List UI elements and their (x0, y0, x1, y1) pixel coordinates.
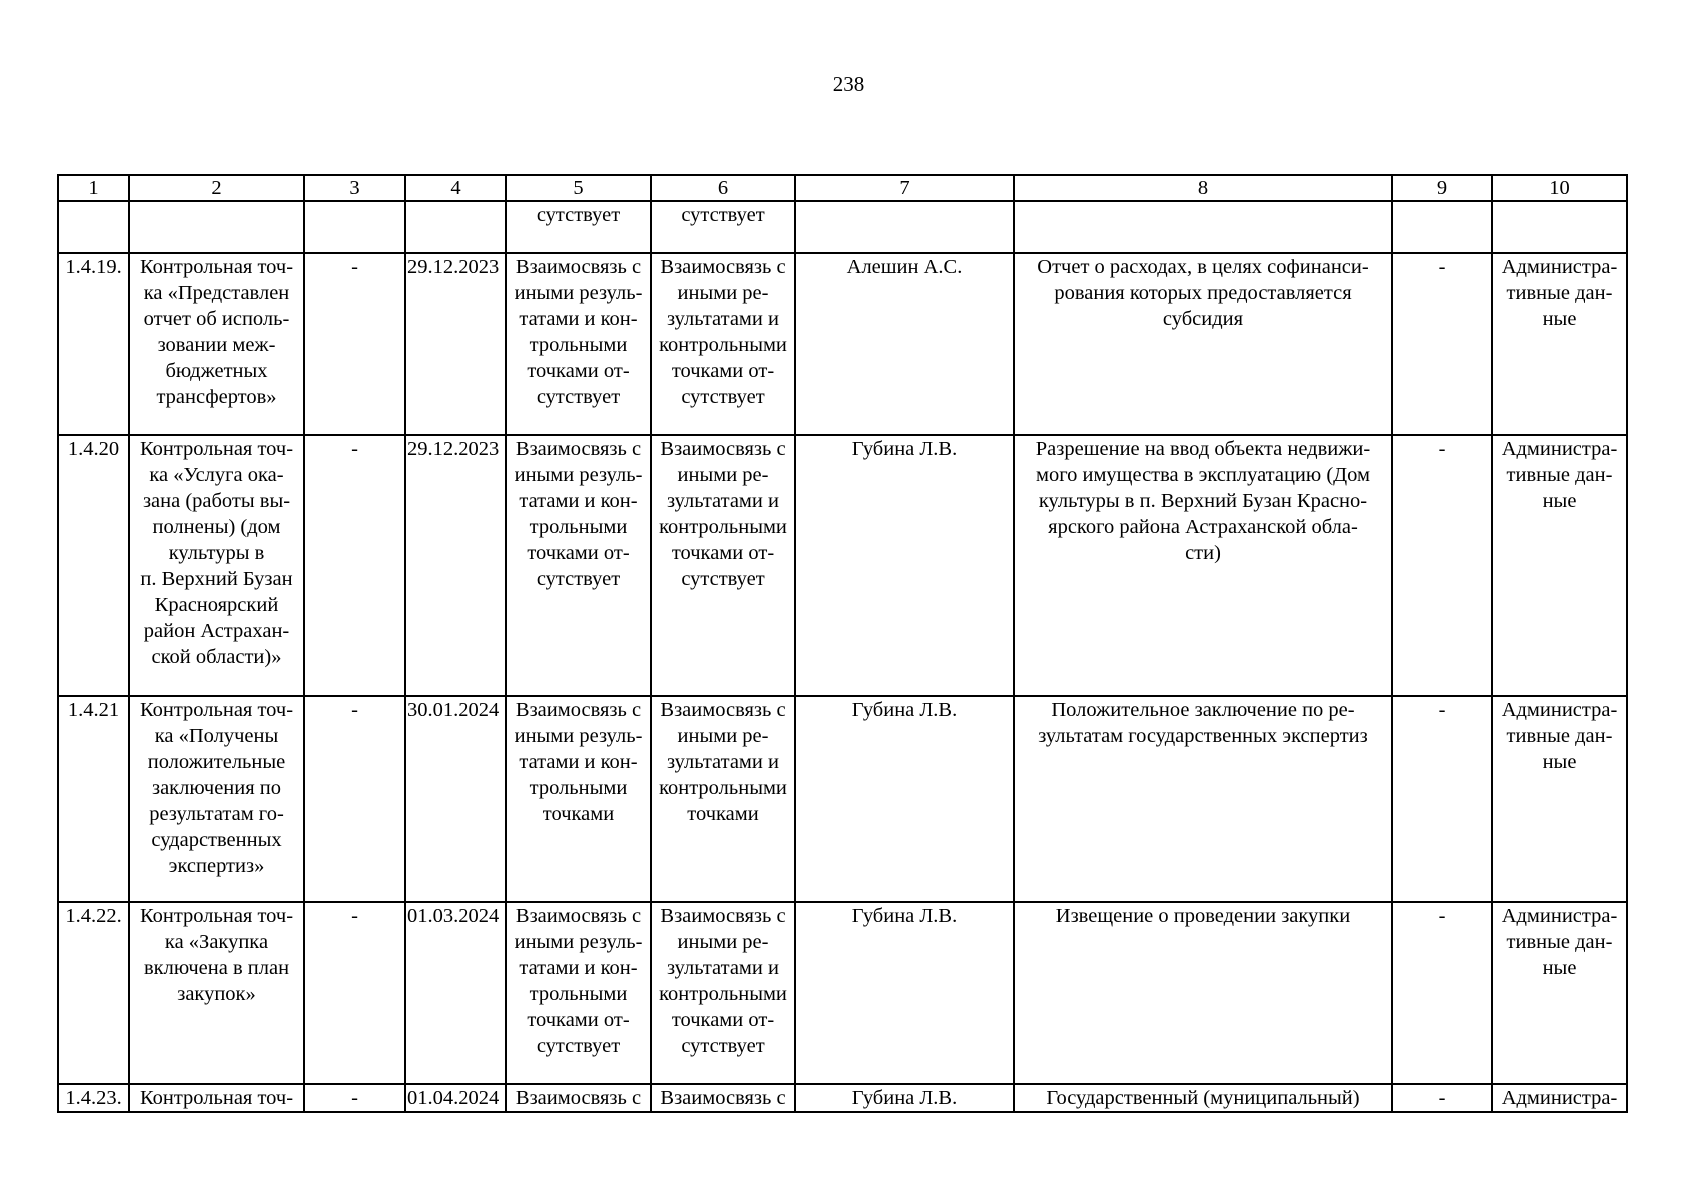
carryover-col6-cell: сутствует (651, 201, 795, 253)
responsible-cell: Губина Л.В. (795, 902, 1014, 1084)
date-cell: 29.12.2023 (405, 253, 506, 435)
row-number-cell: 1.4.19. (58, 253, 129, 435)
control-point-name-cell: Контрольная точ- ка «Представлен отчет об исполь- зовании меж- бюджетных трансфертов» (129, 253, 304, 435)
carryover-row (58, 201, 1627, 253)
source-cell: Администра- (1492, 1084, 1627, 1112)
col3-cell: - (304, 902, 405, 1084)
document-cell: Разрешение на ввод объекта недвижи- мого имущества в эксплуатацию (Дом культуры в п. Верхний Бузан Красно- ярского района Астраханской обла- сти) (1014, 435, 1392, 696)
table-row (58, 435, 1627, 696)
col6-cell: Взаимосвязь с иными ре- зультатами и контрольными точками от- сутствует (651, 435, 795, 696)
col5-cell: Взаимосвязь с иными резуль- татами и кон- трольными точками от- сутствует (506, 253, 651, 435)
col6-cell: Взаимосвязь с (651, 1084, 795, 1112)
carryover-col5-cell: сутствует (506, 201, 651, 253)
table-row (58, 696, 1627, 902)
table-cell (1392, 201, 1492, 253)
column-header: 1 (58, 175, 129, 201)
date-cell: 29.12.2023 (405, 435, 506, 696)
table-cell (1492, 201, 1627, 253)
col9-cell: - (1392, 253, 1492, 435)
col6-cell: Взаимосвязь с иными ре- зультатами и контрольными точками от- сутствует (651, 902, 795, 1084)
column-header: 9 (1392, 175, 1492, 201)
date-cell: 01.04.2024 (405, 1084, 506, 1112)
column-header: 2 (129, 175, 304, 201)
row-number-cell: 1.4.22. (58, 902, 129, 1084)
table-cell (58, 201, 129, 253)
page-number: 238 (832, 72, 865, 96)
col5-cell: Взаимосвязь с иными резуль- татами и кон- трольными точками от- сутствует (506, 902, 651, 1084)
column-header: 5 (506, 175, 651, 201)
responsible-cell: Губина Л.В. (795, 1084, 1014, 1112)
col9-cell: - (1392, 1084, 1492, 1112)
table-row (58, 902, 1627, 1084)
control-point-name-cell: Контрольная точ- (129, 1084, 304, 1112)
col9-cell: - (1392, 696, 1492, 902)
column-header: 4 (405, 175, 506, 201)
document-cell: Извещение о проведении закупки (1014, 902, 1392, 1084)
column-header: 8 (1014, 175, 1392, 201)
table-row (58, 253, 1627, 435)
column-header: 3 (304, 175, 405, 201)
column-number-row (58, 175, 1627, 201)
table-cell (304, 201, 405, 253)
col3-cell: - (304, 435, 405, 696)
document-cell: Государственный (муниципальный) (1014, 1084, 1392, 1112)
source-cell: Администра- тивные дан- ные (1492, 435, 1627, 696)
col5-cell: Взаимосвязь с иными резуль- татами и кон- трольными точками (506, 696, 651, 902)
col6-cell: Взаимосвязь с иными ре- зультатами и контрольными точками (651, 696, 795, 902)
date-cell: 01.03.2024 (405, 902, 506, 1084)
table-cell (795, 201, 1014, 253)
document-cell: Положительное заключение по ре- зультатам государственных экспертиз (1014, 696, 1392, 902)
column-header: 10 (1492, 175, 1627, 201)
control-point-name-cell: Контрольная точ- ка «Услуга ока- зана (работы вы- полнены) (дом культуры в п. Верхний Бузан Красноярский район Астрахан- ской области)» (129, 435, 304, 696)
col6-cell: Взаимосвязь с иными ре- зультатами и контрольными точками от- сутствует (651, 253, 795, 435)
col5-cell: Взаимосвязь с иными резуль- татами и кон- трольными точками от- сутствует (506, 435, 651, 696)
col9-cell: - (1392, 902, 1492, 1084)
row-number-cell: 1.4.20 (58, 435, 129, 696)
document-cell: Отчет о расходах, в целях софинанси- рования которых предоставляется субсидия (1014, 253, 1392, 435)
control-point-name-cell: Контрольная точ- ка «Закупка включена в план закупок» (129, 902, 304, 1084)
row-number-cell: 1.4.21 (58, 696, 129, 902)
column-header: 7 (795, 175, 1014, 201)
control-point-name-cell: Контрольная точ- ка «Получены положительные заключения по результатам го- сударственных экспертиз» (129, 696, 304, 902)
table-row (58, 1084, 1627, 1112)
control-points-table (57, 174, 1628, 1113)
table-cell (129, 201, 304, 253)
col3-cell: - (304, 696, 405, 902)
responsible-cell: Алешин А.С. (795, 253, 1014, 435)
col9-cell: - (1392, 435, 1492, 696)
source-cell: Администра- тивные дан- ные (1492, 902, 1627, 1084)
date-cell: 30.01.2024 (405, 696, 506, 902)
table-cell (405, 201, 506, 253)
source-cell: Администра- тивные дан- ные (1492, 253, 1627, 435)
responsible-cell: Губина Л.В. (795, 696, 1014, 902)
col3-cell: - (304, 253, 405, 435)
row-number-cell: 1.4.23. (58, 1084, 129, 1112)
col5-cell: Взаимосвязь с (506, 1084, 651, 1112)
source-cell: Администра- тивные дан- ные (1492, 696, 1627, 902)
column-header: 6 (651, 175, 795, 201)
col3-cell: - (304, 1084, 405, 1112)
responsible-cell: Губина Л.В. (795, 435, 1014, 696)
table-cell (1014, 201, 1392, 253)
